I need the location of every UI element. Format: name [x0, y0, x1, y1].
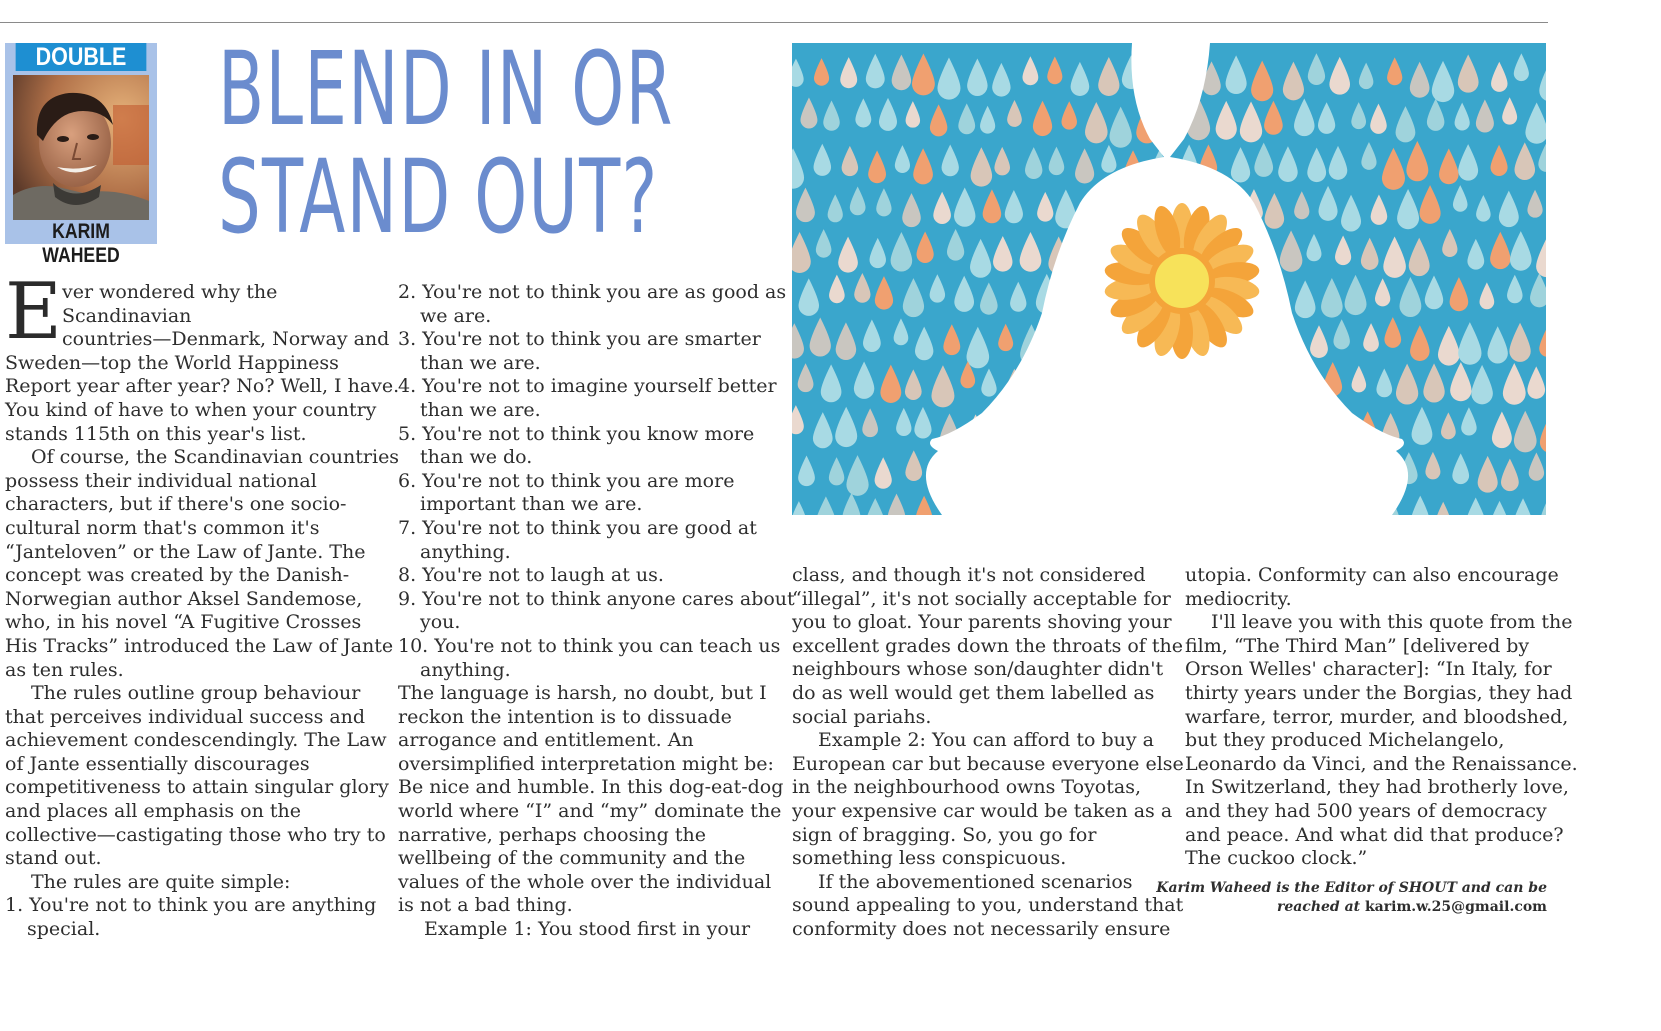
article-line: Scandinavian — [62, 304, 192, 327]
article-line: as ten rules. — [5, 658, 124, 681]
article-line: something less conspicuous. — [792, 847, 1067, 870]
article-line: important than we are. — [420, 493, 643, 516]
article-line: reckon the intention is to dissuade — [398, 705, 732, 728]
meditation-illustration — [792, 43, 1546, 515]
top-rule — [0, 22, 1548, 23]
article-column-2 — [398, 281, 795, 942]
article-line: social pariahs. — [792, 705, 932, 728]
article-line: 5. You're not to think you know more — [398, 422, 755, 445]
column-badge — [5, 43, 157, 267]
article-line: than we are. — [420, 398, 541, 421]
article-line: arrogance and entitlement. An — [398, 729, 694, 752]
article-line: wellbeing of the community and the — [398, 847, 746, 870]
article-line: sign of bragging. So, you go for — [792, 823, 1097, 846]
article-line: your expensive car would be taken as a — [792, 799, 1173, 822]
article-line: in the neighbourhood owns Toyotas, — [792, 776, 1141, 799]
article-line: mediocrity. — [1185, 587, 1292, 610]
article-line: countries—Denmark, Norway and — [62, 328, 390, 351]
article-line: oversimplified interpretation might be: — [398, 752, 774, 775]
article-line: Report year after year? No? Well, I have. — [5, 375, 400, 398]
article-line: but they produced Michelangelo, — [1185, 729, 1505, 752]
article-line: His Tracks” introduced the Law of Jante — [5, 634, 394, 657]
article-line: Be nice and humble. In this dog-eat-dog — [398, 776, 784, 799]
article-line: 10. You're not to think you can teach us — [398, 634, 781, 657]
article-column-4 — [1185, 564, 1578, 871]
article-line: achievement condescendingly. The Law — [5, 729, 387, 752]
article-line: European car but because everyone else — [792, 752, 1184, 775]
article-line: utopia. Conformity can also encourage — [1185, 564, 1559, 586]
byline-line-1: Karim Waheed is the Editor of SHOUT and can be — [1156, 880, 1547, 896]
article-column-3 — [792, 564, 1184, 942]
article-line: “Janteloven” or the Law of Jante. The — [5, 540, 366, 563]
article-line: 3. You're not to think you are smarter — [398, 328, 761, 351]
article-line: thirty years under the Borgias, they had — [1185, 681, 1573, 704]
article-line: 7. You're not to think you are good at — [398, 516, 757, 539]
flower-center — [1152, 251, 1212, 311]
article-line: 9. You're not to think anyone cares about — [398, 587, 795, 610]
article-line: warfare, terror, murder, and bloodshed, — [1185, 705, 1569, 728]
article-line: The cuckoo clock.” — [1185, 847, 1368, 870]
article-line: possess their individual national — [5, 469, 317, 492]
author-email: karim.w.25@gmail.com — [1364, 899, 1547, 915]
article-line: values of the whole over the individual — [398, 870, 772, 893]
article-line: Orson Welles' character]: “In Italy, for — [1185, 658, 1552, 681]
column-name: DOUBLE — [16, 43, 147, 71]
drop-cap: E — [5, 267, 62, 357]
article-line: Sweden—top the World Happiness — [5, 351, 339, 374]
article-line: Example 2: You can afford to buy a — [818, 729, 1154, 752]
article-line: collective—castigating those who try to — [5, 823, 386, 846]
article-line: stand out. — [5, 847, 102, 870]
article-line: The rules are quite simple: — [31, 870, 291, 893]
article-line: class, and though it's not considered — [792, 564, 1146, 586]
article-line: and peace. And what did that produce? — [1185, 823, 1564, 846]
article-line: neighbours whose son/daughter didn't — [792, 658, 1164, 681]
article-line: is not a bad thing. — [398, 894, 573, 917]
article-line: stands 115th on this year's list. — [5, 422, 307, 445]
hero-illustration — [792, 43, 1546, 515]
article-line: 4. You're not to imagine yourself better — [398, 375, 777, 398]
article-line: special. — [27, 918, 101, 941]
article-line: I'll leave you with this quote from the — [1211, 611, 1573, 634]
article-line: world where “I” and “my” dominate the — [398, 800, 782, 823]
article-line: narrative, perhaps choosing the — [398, 823, 706, 846]
article-line: and places all emphasis on the — [5, 800, 301, 823]
headline — [218, 30, 674, 257]
article-line: you. — [420, 611, 461, 634]
article-line: competitiveness to attain singular glory — [5, 776, 389, 799]
article-line: film, “The Third Man” [delivered by — [1185, 634, 1530, 657]
article-line: 2. You're not to think you are as good as — [398, 281, 787, 303]
article-line: excellent grades down the throats of the — [792, 634, 1183, 657]
article-line: sound appealing to you, understand that — [792, 894, 1184, 917]
article-line: concept was created by the Danish- — [5, 564, 350, 587]
byline-line-2-prefix: reached at — [1276, 899, 1365, 915]
headline-line-1: BLEND IN OR — [218, 30, 674, 149]
article-line: 1. You're not to think you are anything — [5, 894, 377, 917]
article-line: Example 1: You stood first in your — [424, 918, 751, 941]
article-line: cultural norm that's common it's — [5, 516, 320, 539]
article-line: of Jante essentially discourages — [5, 752, 310, 775]
article-line: you to gloat. Your parents shoving your — [792, 611, 1172, 634]
article-column-1 — [5, 281, 399, 942]
article-line: “illegal”, it's not socially acceptable for — [792, 587, 1171, 610]
article-line: Of course, the Scandinavian countries — [31, 446, 400, 469]
headline-line-2: STAND OUT? — [218, 138, 659, 257]
author-name: KARIM WAHEED — [42, 220, 120, 267]
article-line: ver wondered why the — [62, 281, 278, 303]
author-photo — [13, 75, 149, 220]
article-line: Leonardo da Vinci, and the Renaissance. — [1185, 752, 1578, 775]
article-line: In Switzerland, they had brotherly love, — [1185, 776, 1569, 799]
article-line: anything. — [420, 658, 511, 681]
article-line: characters, but if there's one socio- — [5, 493, 347, 516]
author-byline — [1156, 879, 1547, 917]
article-line: than we do. — [420, 446, 533, 469]
article-line: that perceives individual success and — [5, 705, 366, 728]
article-line: who, in his novel “A Fugitive Crosses — [5, 611, 362, 634]
article-line: we are. — [420, 304, 492, 327]
article-line: If the abovementioned scenarios — [818, 870, 1133, 893]
article-line: and they had 500 years of democracy — [1185, 799, 1547, 822]
article-line: You kind of have to when your country — [5, 398, 377, 421]
article-line: anything. — [420, 540, 511, 563]
article-line: than we are. — [420, 351, 541, 374]
article-line: The language is harsh, no doubt, but I — [398, 682, 767, 705]
article-line: do as well would get them labelled as — [792, 681, 1155, 704]
article-line: 8. You're not to laugh at us. — [398, 564, 664, 587]
article-line: 6. You're not to think you are more — [398, 469, 735, 492]
article-line: The rules outline group behaviour — [31, 682, 361, 705]
article-line: conformity does not necessarily ensure — [792, 917, 1171, 940]
article-line: Norwegian author Aksel Sandemose, — [5, 587, 363, 610]
